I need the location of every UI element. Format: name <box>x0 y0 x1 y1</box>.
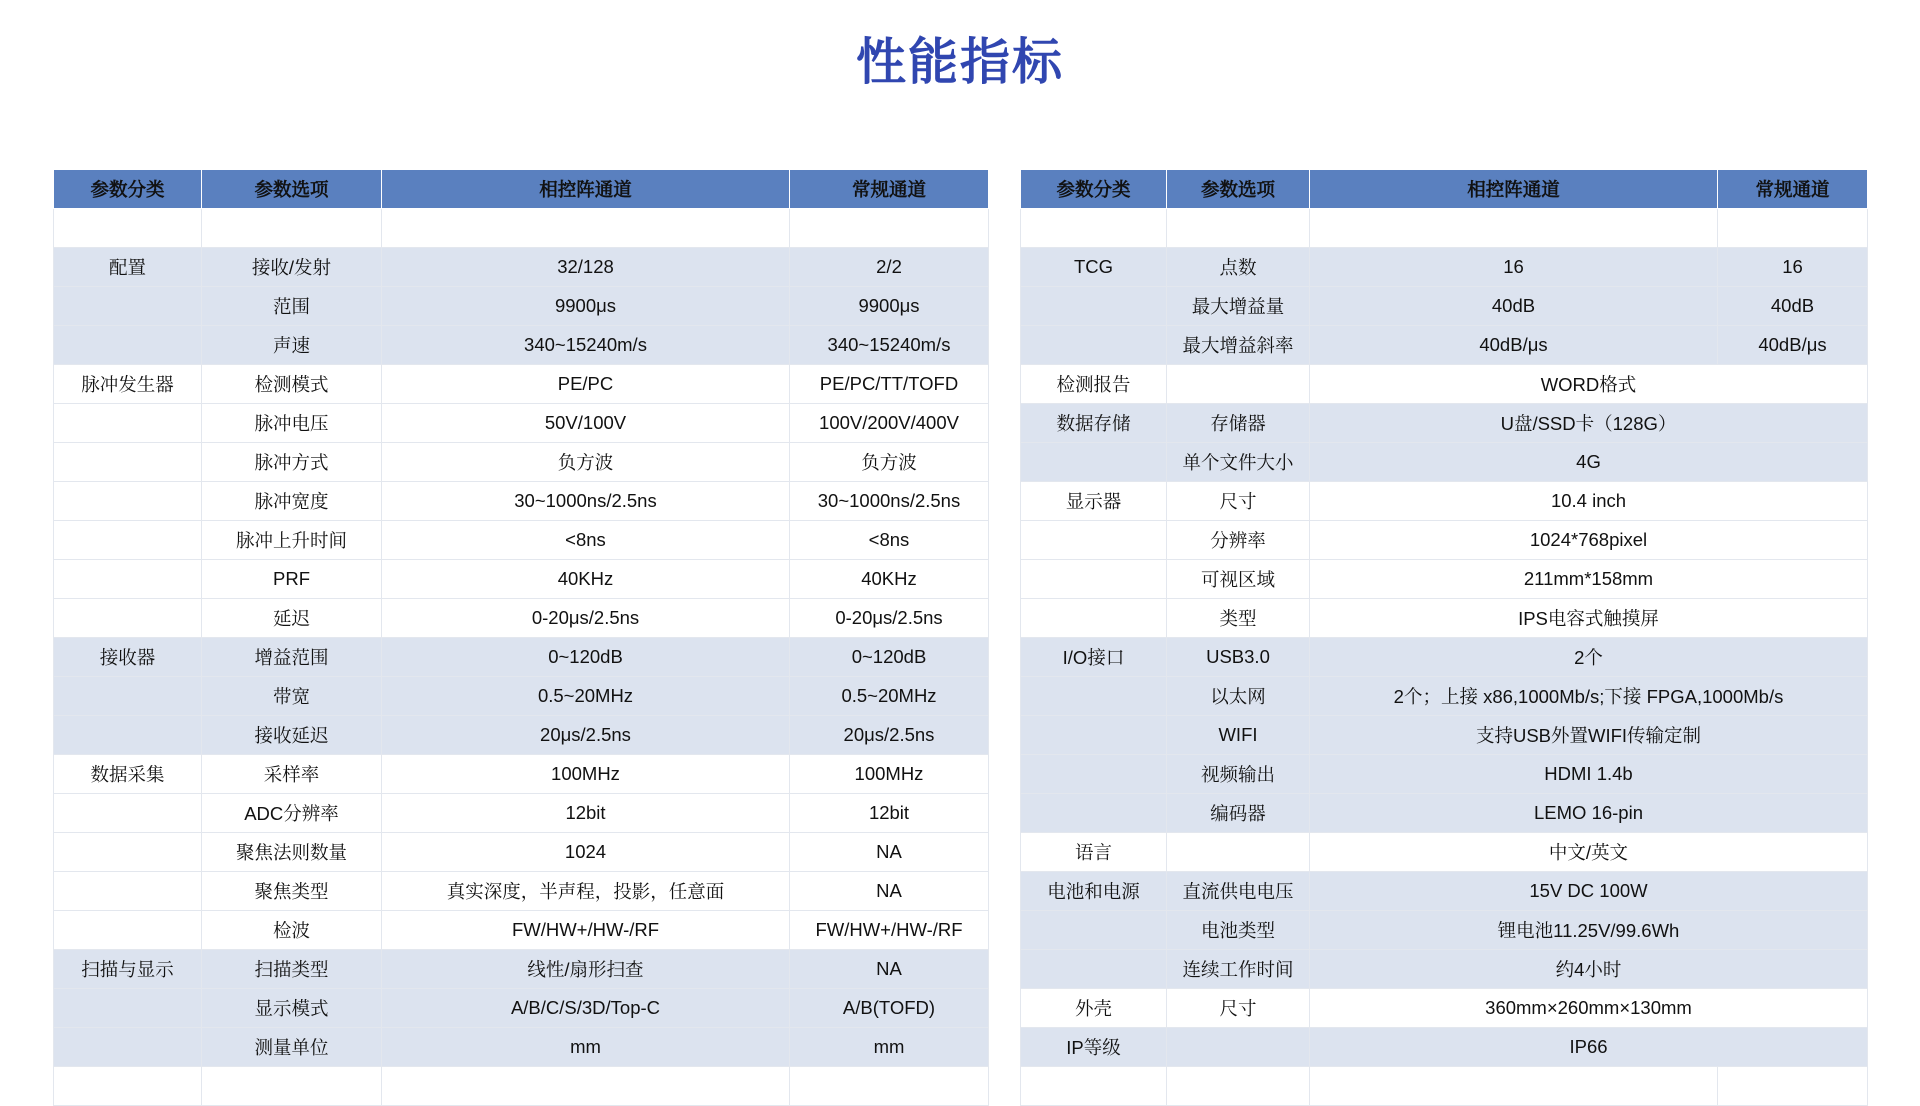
cell-conventional: 0-20μs/2.5ns <box>790 599 989 638</box>
table-row <box>1021 1067 1868 1106</box>
cell-conventional: mm <box>790 1028 989 1067</box>
table-row <box>54 365 989 404</box>
cell-category <box>54 677 202 716</box>
cell-conventional: PE/PC/TT/TOFD <box>790 365 989 404</box>
table-row <box>1021 755 1868 794</box>
cell-phased-array: 0-20μs/2.5ns <box>382 599 790 638</box>
cell-option: 尺寸 <box>1167 482 1310 521</box>
cell-category <box>54 872 202 911</box>
cell-category <box>54 404 202 443</box>
cell-category: 数据存储 <box>1021 404 1167 443</box>
cell-value: U盘/SSD卡（128G） <box>1310 404 1868 443</box>
cell-conventional: 40KHz <box>790 560 989 599</box>
cell-phased-array <box>1310 209 1718 248</box>
cell-category: 扫描与显示 <box>54 950 202 989</box>
table-row <box>1021 716 1868 755</box>
cell-category <box>54 1028 202 1067</box>
cell-value: 中文/英文 <box>1310 833 1868 872</box>
cell-option: 接收延迟 <box>202 716 382 755</box>
cell-category <box>1021 209 1167 248</box>
cell-phased-array: 40dB <box>1310 287 1718 326</box>
cell-category: 接收器 <box>54 638 202 677</box>
cell-conventional: NA <box>790 950 989 989</box>
table-row <box>1021 794 1868 833</box>
header-option: 参数选项 <box>1167 170 1310 209</box>
cell-option: 显示模式 <box>202 989 382 1028</box>
header-option: 参数选项 <box>202 170 382 209</box>
cell-option: 增益范围 <box>202 638 382 677</box>
cell-option: 脉冲电压 <box>202 404 382 443</box>
cell-category: 外壳 <box>1021 989 1167 1028</box>
cell-category <box>1021 716 1167 755</box>
cell-conventional: 40dB/μs <box>1718 326 1868 365</box>
cell-option: 脉冲上升时间 <box>202 521 382 560</box>
table-row <box>1021 443 1868 482</box>
cell-category <box>1021 950 1167 989</box>
cell-option: 检波 <box>202 911 382 950</box>
cell-value: 10.4 inch <box>1310 482 1868 521</box>
cell-phased-array: 0~120dB <box>382 638 790 677</box>
cell-category: 电池和电源 <box>1021 872 1167 911</box>
cell-category <box>1021 599 1167 638</box>
cell-phased-array <box>382 209 790 248</box>
cell-category <box>54 989 202 1028</box>
cell-conventional: 16 <box>1718 248 1868 287</box>
cell-conventional: 20μs/2.5ns <box>790 716 989 755</box>
header-row <box>54 170 989 209</box>
cell-value: WORD格式 <box>1310 365 1868 404</box>
table-row <box>1021 365 1868 404</box>
cell-option: 带宽 <box>202 677 382 716</box>
table-row <box>54 989 989 1028</box>
header-phased-array: 相控阵通道 <box>382 170 790 209</box>
table-row <box>54 716 989 755</box>
table-row <box>54 248 989 287</box>
cell-phased-array: 12bit <box>382 794 790 833</box>
cell-option: 直流供电电压 <box>1167 872 1310 911</box>
cell-option: USB3.0 <box>1167 638 1310 677</box>
cell-value: 211mm*158mm <box>1310 560 1868 599</box>
cell-option: 声速 <box>202 326 382 365</box>
cell-category <box>54 443 202 482</box>
cell-option <box>202 1067 382 1106</box>
table-row <box>1021 872 1868 911</box>
cell-option: 电池类型 <box>1167 911 1310 950</box>
cell-category: 数据采集 <box>54 755 202 794</box>
cell-value: 15V DC 100W <box>1310 872 1868 911</box>
table-row <box>1021 404 1868 443</box>
table-row <box>1021 326 1868 365</box>
cell-phased-array: 50V/100V <box>382 404 790 443</box>
cell-option: 视频输出 <box>1167 755 1310 794</box>
cell-category <box>1021 794 1167 833</box>
cell-category <box>54 599 202 638</box>
header-conventional: 常规通道 <box>790 170 989 209</box>
table-row <box>54 638 989 677</box>
cell-option <box>202 209 382 248</box>
cell-option: WIFI <box>1167 716 1310 755</box>
cell-category <box>1021 443 1167 482</box>
cell-conventional <box>1718 209 1868 248</box>
cell-option: PRF <box>202 560 382 599</box>
cell-phased-array: 1024 <box>382 833 790 872</box>
cell-option: 编码器 <box>1167 794 1310 833</box>
table-row <box>1021 638 1868 677</box>
cell-conventional: 100V/200V/400V <box>790 404 989 443</box>
cell-option: 尺寸 <box>1167 989 1310 1028</box>
cell-phased-array: 30~1000ns/2.5ns <box>382 482 790 521</box>
header-phased-array: 相控阵通道 <box>1310 170 1718 209</box>
cell-option <box>1167 1028 1310 1067</box>
cell-conventional: 0.5~20MHz <box>790 677 989 716</box>
table-row <box>1021 599 1868 638</box>
cell-phased-array: 32/128 <box>382 248 790 287</box>
cell-category <box>1021 560 1167 599</box>
cell-phased-array: 线性/扇形扫查 <box>382 950 790 989</box>
cell-category <box>1021 755 1167 794</box>
cell-category <box>1021 287 1167 326</box>
cell-conventional: 30~1000ns/2.5ns <box>790 482 989 521</box>
cell-value: 2个 <box>1310 638 1868 677</box>
cell-phased-array <box>382 1067 790 1106</box>
cell-option: ADC分辨率 <box>202 794 382 833</box>
cell-option: 可视区域 <box>1167 560 1310 599</box>
cell-value: HDMI 1.4b <box>1310 755 1868 794</box>
table-row <box>54 872 989 911</box>
cell-category: 脉冲发生器 <box>54 365 202 404</box>
cell-phased-array: 负方波 <box>382 443 790 482</box>
cell-conventional: 340~15240m/s <box>790 326 989 365</box>
cell-category <box>54 209 202 248</box>
cell-category <box>54 560 202 599</box>
page-title: 性能指标 <box>856 34 1064 90</box>
cell-category: 检测报告 <box>1021 365 1167 404</box>
cell-option <box>1167 365 1310 404</box>
table-row <box>1021 209 1868 248</box>
table-row <box>54 599 989 638</box>
cell-category: IP等级 <box>1021 1028 1167 1067</box>
cell-option: 单个文件大小 <box>1167 443 1310 482</box>
cell-value: 4G <box>1310 443 1868 482</box>
cell-option <box>1167 833 1310 872</box>
cell-option: 存储器 <box>1167 404 1310 443</box>
cell-option: 延迟 <box>202 599 382 638</box>
cell-category <box>1021 911 1167 950</box>
cell-value: LEMO 16-pin <box>1310 794 1868 833</box>
cell-option: 聚焦法则数量 <box>202 833 382 872</box>
cell-phased-array: 40dB/μs <box>1310 326 1718 365</box>
cell-phased-array: FW/HW+/HW-/RF <box>382 911 790 950</box>
cell-category <box>54 521 202 560</box>
table-row <box>1021 287 1868 326</box>
cell-conventional: 0~120dB <box>790 638 989 677</box>
cell-option: 脉冲宽度 <box>202 482 382 521</box>
table-row <box>54 1028 989 1067</box>
cell-phased-array: A/B/C/S/3D/Top-C <box>382 989 790 1028</box>
cell-category <box>54 794 202 833</box>
cell-conventional: 9900μs <box>790 287 989 326</box>
header-conventional: 常规通道 <box>1718 170 1868 209</box>
cell-conventional: 12bit <box>790 794 989 833</box>
cell-option: 范围 <box>202 287 382 326</box>
cell-option: 接收/发射 <box>202 248 382 287</box>
cell-conventional: 100MHz <box>790 755 989 794</box>
cell-option: 以太网 <box>1167 677 1310 716</box>
cell-conventional <box>790 1067 989 1106</box>
cell-category <box>1021 1067 1167 1106</box>
header-category: 参数分类 <box>54 170 202 209</box>
cell-phased-array: 真实深度，半声程，投影，任意面 <box>382 872 790 911</box>
cell-value: 约4小时 <box>1310 950 1868 989</box>
cell-phased-array: 40KHz <box>382 560 790 599</box>
cell-conventional: FW/HW+/HW-/RF <box>790 911 989 950</box>
cell-category <box>54 716 202 755</box>
cell-category <box>54 287 202 326</box>
left-spec-table <box>53 169 989 1106</box>
table-row <box>1021 248 1868 287</box>
cell-option: 最大增益量 <box>1167 287 1310 326</box>
table-row <box>1021 560 1868 599</box>
cell-option: 类型 <box>1167 599 1310 638</box>
table-row <box>54 833 989 872</box>
cell-value: 360mm×260mm×130mm <box>1310 989 1868 1028</box>
table-row <box>1021 1028 1868 1067</box>
table-row <box>54 287 989 326</box>
cell-phased-array <box>1310 1067 1718 1106</box>
right-spec-table <box>1020 169 1868 1106</box>
header-category: 参数分类 <box>1021 170 1167 209</box>
cell-conventional <box>1718 1067 1868 1106</box>
cell-conventional: NA <box>790 833 989 872</box>
table-row <box>54 911 989 950</box>
cell-option: 最大增益斜率 <box>1167 326 1310 365</box>
cell-option: 脉冲方式 <box>202 443 382 482</box>
cell-phased-array: mm <box>382 1028 790 1067</box>
cell-category: TCG <box>1021 248 1167 287</box>
cell-category <box>1021 521 1167 560</box>
cell-category: I/O接口 <box>1021 638 1167 677</box>
cell-category <box>54 911 202 950</box>
table-row <box>1021 482 1868 521</box>
cell-category: 显示器 <box>1021 482 1167 521</box>
cell-phased-array: <8ns <box>382 521 790 560</box>
cell-value: 2个；上接 x86,1000Mb/s;下接 FPGA,1000Mb/s <box>1310 677 1868 716</box>
cell-value: 支持USB外置WIFI传输定制 <box>1310 716 1868 755</box>
header-row <box>1021 170 1868 209</box>
table-row <box>1021 521 1868 560</box>
table-row <box>54 755 989 794</box>
table-row <box>1021 677 1868 716</box>
table-row <box>1021 911 1868 950</box>
cell-phased-array: 9900μs <box>382 287 790 326</box>
cell-value: 锂电池11.25V/99.6Wh <box>1310 911 1868 950</box>
table-row <box>54 1067 989 1106</box>
cell-option: 分辨率 <box>1167 521 1310 560</box>
table-row <box>54 326 989 365</box>
cell-option: 测量单位 <box>202 1028 382 1067</box>
cell-value: IP66 <box>1310 1028 1868 1067</box>
cell-option: 聚焦类型 <box>202 872 382 911</box>
table-row <box>54 560 989 599</box>
cell-conventional: 40dB <box>1718 287 1868 326</box>
table-row <box>1021 950 1868 989</box>
cell-category: 语言 <box>1021 833 1167 872</box>
cell-phased-array: 20μs/2.5ns <box>382 716 790 755</box>
cell-phased-array: PE/PC <box>382 365 790 404</box>
cell-option: 采样率 <box>202 755 382 794</box>
cell-conventional: NA <box>790 872 989 911</box>
table-row <box>54 482 989 521</box>
cell-value: IPS电容式触摸屏 <box>1310 599 1868 638</box>
cell-category <box>54 326 202 365</box>
cell-conventional: <8ns <box>790 521 989 560</box>
cell-category: 配置 <box>54 248 202 287</box>
table-row <box>54 443 989 482</box>
cell-conventional: 负方波 <box>790 443 989 482</box>
cell-phased-array: 0.5~20MHz <box>382 677 790 716</box>
cell-option: 扫描类型 <box>202 950 382 989</box>
cell-category <box>54 482 202 521</box>
table-row <box>1021 989 1868 1028</box>
cell-category <box>54 1067 202 1106</box>
cell-conventional: 2/2 <box>790 248 989 287</box>
cell-value: 1024*768pixel <box>1310 521 1868 560</box>
cell-option <box>1167 1067 1310 1106</box>
cell-conventional <box>790 209 989 248</box>
cell-phased-array: 16 <box>1310 248 1718 287</box>
cell-option: 检测模式 <box>202 365 382 404</box>
table-row <box>54 521 989 560</box>
cell-phased-array: 100MHz <box>382 755 790 794</box>
cell-conventional: A/B(TOFD) <box>790 989 989 1028</box>
cell-option: 点数 <box>1167 248 1310 287</box>
cell-option: 连续工作时间 <box>1167 950 1310 989</box>
table-row <box>54 794 989 833</box>
table-row <box>54 404 989 443</box>
cell-phased-array: 340~15240m/s <box>382 326 790 365</box>
cell-category <box>1021 677 1167 716</box>
cell-option <box>1167 209 1310 248</box>
table-row <box>54 950 989 989</box>
cell-category <box>1021 326 1167 365</box>
table-row <box>54 209 989 248</box>
cell-category <box>54 833 202 872</box>
table-row <box>54 677 989 716</box>
table-row <box>1021 833 1868 872</box>
